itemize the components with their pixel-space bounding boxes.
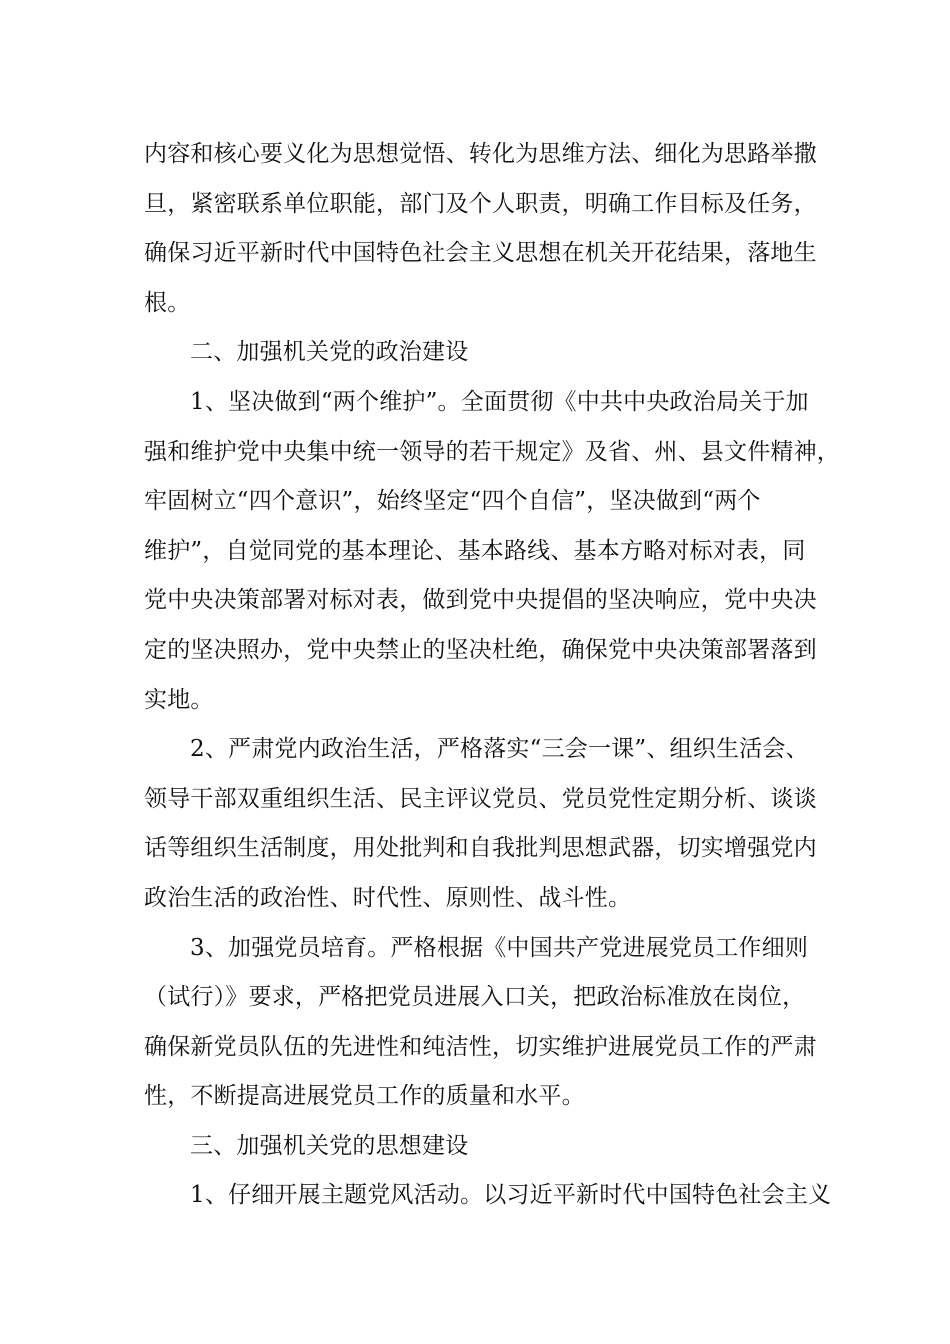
- document-body: [144, 130, 840, 1221]
- paragraph-line: 领导干部双重组织生活、民主评议党员、党员党性定期分析、谈谈: [144, 785, 817, 812]
- paragraph-line: 2、严肃党内政治生活，严格落实“三会一课”、组织生活会、: [190, 736, 809, 763]
- paragraph-line: 实地。: [144, 686, 214, 713]
- paragraph-line: 确保习近平新时代中国特色社会主义思想在机关开花结果，落地生: [144, 240, 817, 267]
- paragraph-line: 1、坚决做到“两个维护”。全面贯彻《中共中央政治局关于加: [190, 388, 809, 415]
- paragraph-line: 性，不断提高进展党员工作的质量和水平。: [144, 1083, 585, 1110]
- paragraph-line: 维护”，自觉同党的基本理论、基本路线、基本方略对标对表，同: [144, 537, 806, 564]
- paragraph-line: 强和维护党中央集中统一领导的若干规定》及省、州、县文件精神，: [144, 438, 840, 465]
- paragraph-line: 政治生活的政治性、时代性、原则性、战斗性。: [144, 884, 632, 911]
- section-heading: 二、加强机关党的政治建设: [190, 339, 469, 366]
- paragraph-line: 旦，紧密联系单位职能，部门及个人职责，明确工作目标及任务，: [144, 190, 817, 217]
- paragraph-line: 话等组织生活制度，用处批判和自我批判思想武器，切实增强党内: [144, 835, 817, 862]
- paragraph-line: 3、加强党员培育。严格根据《中国共产党进展党员工作细则: [190, 934, 809, 961]
- paragraph-line: 1、仔细开展主题党风活动。以习近平新时代中国特色社会主义: [190, 1182, 832, 1209]
- paragraph-line: 确保新党员队伍的先进性和纯洁性，切实维护进展党员工作的严肃: [144, 1033, 817, 1060]
- section-heading: 三、加强机关党的思想建设: [190, 1132, 469, 1159]
- paragraph-line: 根。: [144, 289, 191, 316]
- paragraph-line: （试行）》要求，严格把党员进展入口关，把政治标准放在岗位，: [144, 984, 806, 1011]
- paragraph-line: 定的坚决照办，党中央禁止的坚决杜绝，确保党中央决策部署落到: [144, 636, 817, 663]
- paragraph-line: 党中央决策部署对标对表，做到党中央提倡的坚决响应，党中央决: [144, 587, 817, 614]
- paragraph-line: 内容和核心要义化为思想觉悟、转化为思维方法、细化为思路举撒: [144, 141, 817, 167]
- paragraph-line: 牢固树立“四个意识”，始终坚定“四个自信”，坚决做到“两个: [144, 488, 761, 515]
